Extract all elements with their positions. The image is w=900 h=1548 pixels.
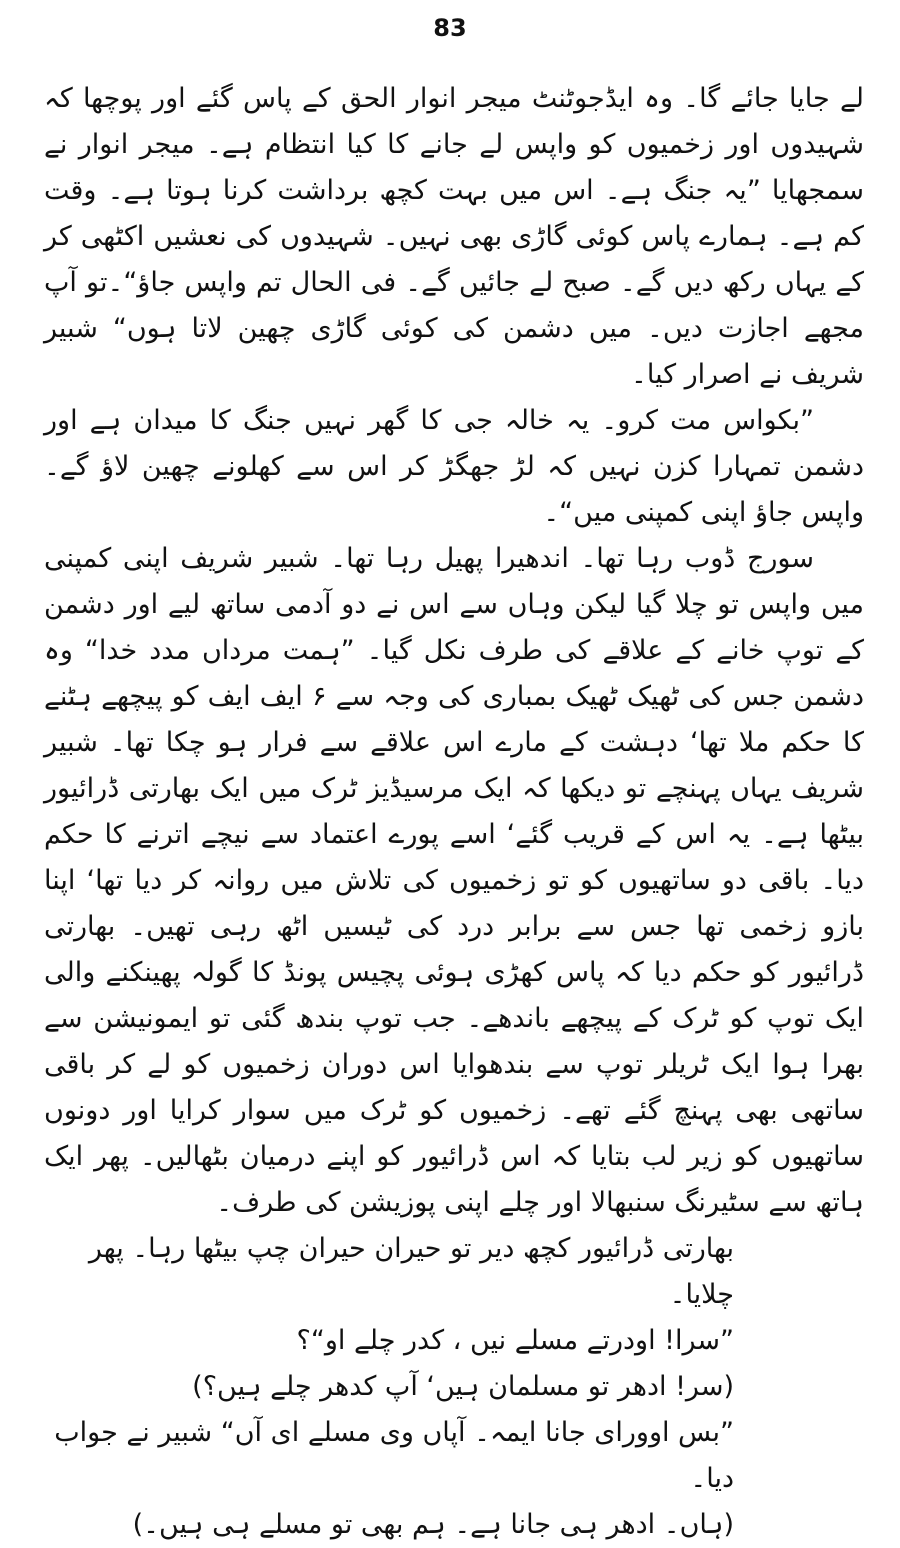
dialogue-line-5: (ہاں۔ ادھر ہی جانا ہے۔ ہم بھی تو مسلے ہی ہیں۔) — [132, 1509, 734, 1540]
page-body — [44, 76, 864, 1548]
paragraph-2: ”بکواس مت کرو۔ یہ خالہ جی کا گھر نہیں جنگ کا میدان ہے اور دشمن تمہارا کزن نہیں کہ لڑ جھگڑ کر اس سے کھلونے چھین لاؤ گے۔ واپس جاؤ اپنی کمپنی میں“۔ — [44, 405, 864, 528]
dialogue-line-2: ”سرا! اودرتے مسلے نیں ، کدر چلے او“؟ — [296, 1325, 734, 1356]
paragraph-1: لے جایا جائے گا۔ وہ ایڈجوٹنٹ میجر انوار الحق کے پاس گئے اور پوچھا کہ شہیدوں اور زخمیوں کو واپس لے جانے کا کیا انتظام ہے۔ میجر انوار نے سمجھایا ”یہ جنگ ہے۔ اس میں بہت کچھ برداشت کرنا ہوتا ہے۔ وقت کم ہے۔ ہمارے پاس کوئی گاڑی بھی نہیں۔ شہیدوں کی نعشیں اکٹھی کر کے یہاں رکھ دیں گے۔ صبح لے جائیں گے۔ فی الحال تم واپس جاؤ“۔تو آپ مجھے اجازت دیں۔ میں دشمن کی کوئی گاڑی چھین لاتا ہوں“ شبیر شریف نے اصرار کیا۔ — [44, 83, 864, 390]
page-number: 83 — [433, 14, 467, 42]
dialogue-line-1: بھارتی ڈرائیور کچھ دیر تو حیران حیران چپ بیٹھا رہا۔ پھر چلایا۔ — [88, 1233, 734, 1310]
dialogue-line-4: ”بس اوورای جانا ایمہ۔ آپاں وی مسلے ای آں“ شبیر نے جواب دیا۔ — [54, 1417, 734, 1494]
dialogue-line-3: (سر! ادھر تو مسلمان ہیں‘ آپ کدھر چلے ہیں؟) — [192, 1371, 734, 1402]
paragraph-3: سورج ڈوب رہا تھا۔ اندھیرا پھیل رہا تھا۔ شبیر شریف اپنی کمپنی میں واپس تو چلا گیا لیکن وہاں سے اس نے دو آدمی ساتھ لیے اور دشمن کے توپ خانے کے علاقے کی طرف نکل گیا۔ ”ہمت مرداں مدد خدا“ وہ دشمن جس کی ٹھیک ٹھیک بمباری کی وجہ سے ۶ ایف ایف کو پیچھے ہٹنے کا حکم ملا تھا‘ دہشت کے مارے اس علاقے سے فرار ہو چکا تھا۔ شبیر شریف یہاں پہنچے تو دیکھا کہ ایک مرسیڈیز ٹرک میں ایک بھارتی ڈرائیور بیٹھا ہے۔ یہ اس کے قریب گئے‘ اسے پورے اعتماد سے نیچے اترنے کا حکم دیا۔ باقی دو ساتھیوں کو تو زخمیوں کی تلاش میں روانہ کر دیا تھا‘ اپنا بازو زخمی تھا جس سے برابر درد کی ٹیسیں اٹھ رہی تھیں۔ بھارتی ڈرائیور کو حکم دیا کہ پاس کھڑی ہوئی پچیس پونڈ کا گولہ پھینکنے والی ایک توپ کو ٹرک کے پیچھے باندھے۔ جب توپ بندھ گئی تو ایمونیشن سے بھرا ہوا ایک ٹریلر توپ سے بندھوایا اس دوران زخمیوں کو لے کر باقی ساتھی بھی پہنچ گئے تھے۔ زخمیوں کو ٹرک میں سوار کرایا اور دونوں ساتھیوں کو زیر لب بتایا کہ اس ڈرائیور کو اپنے درمیان بٹھالیں۔ پھر ایک ہاتھ سے سٹیرنگ سنبھالا اور چلے اپنی پوزیشن کی طرف۔ — [44, 543, 865, 1218]
